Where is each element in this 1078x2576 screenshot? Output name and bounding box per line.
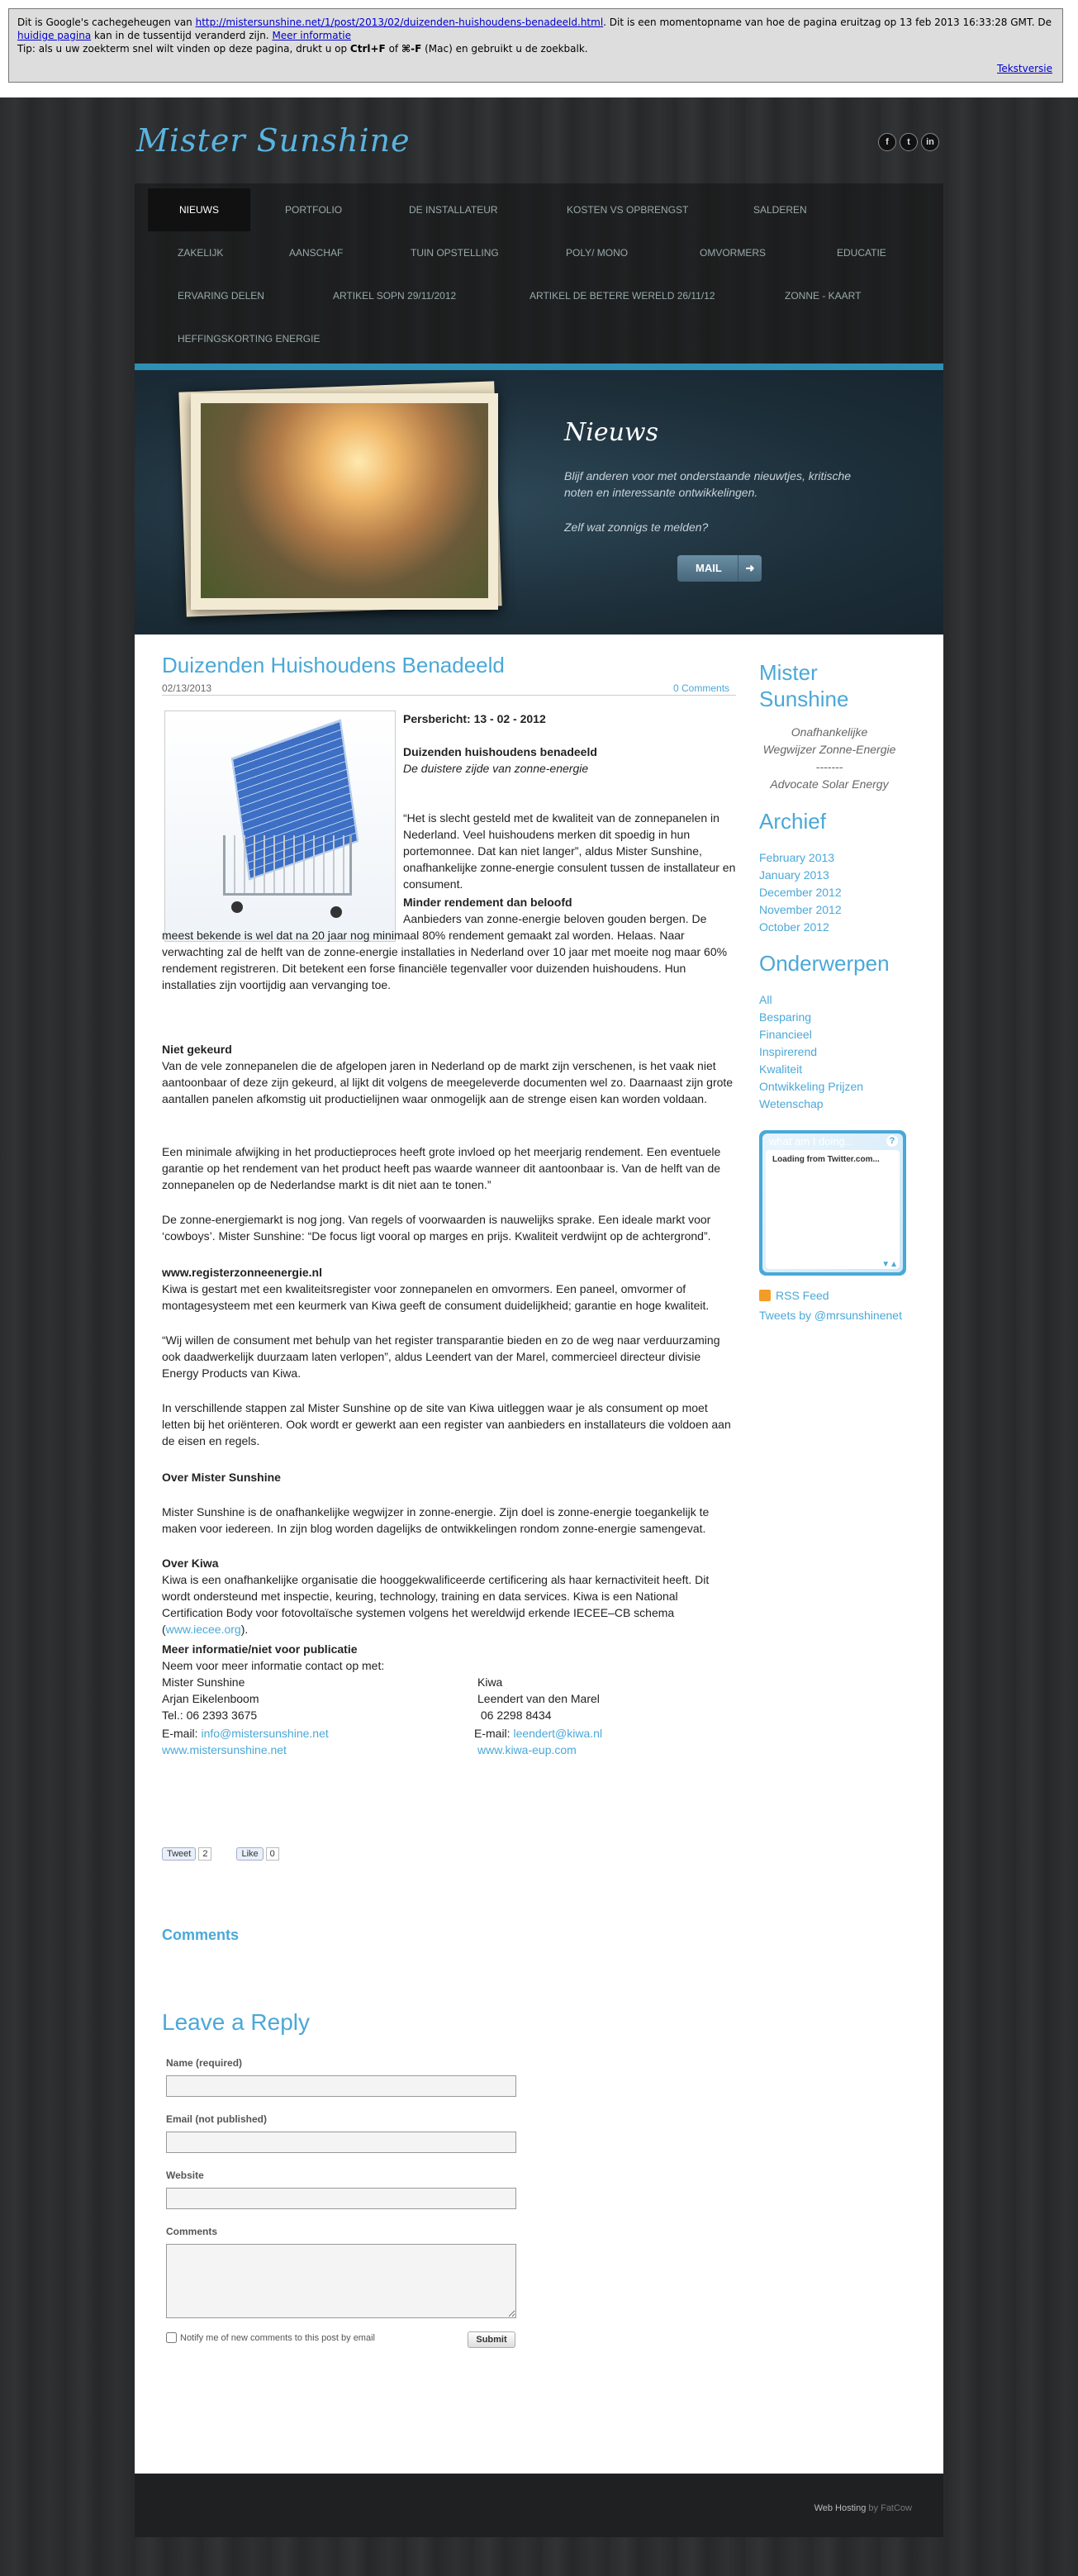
hero-photo [201, 403, 488, 598]
contact-name: Arjan Eikelenboom [162, 1692, 259, 1705]
tweet-button[interactable]: Tweet [162, 1847, 196, 1861]
hero-photo-frame [191, 393, 498, 610]
post-date: 02/13/2013 [162, 682, 212, 694]
divider [162, 695, 736, 696]
email-link[interactable]: leendert@kiwa.nl [513, 1727, 603, 1740]
article-subhead: De duistere zijde van zonne-energie [403, 762, 589, 775]
post-title[interactable]: Duizenden Huishoudens Benadeeld [162, 653, 505, 677]
twitter-loading-text: Loading from Twitter.com... [772, 1155, 880, 1164]
reply-heading: Leave a Reply [162, 2009, 311, 2035]
main-content [135, 634, 943, 2474]
contact-left-links [162, 1725, 329, 1758]
paragraph: De zonne-energiemarkt is nog jong. Van regels of voorwaarden is nauwelijks sprake. Een ideale markt voor ‘cowboys’. Mister Sunshine: “De focus ligt vooral op marges en prijs. Kwaliteit verdwijnt op de achtergrond”. [162, 1213, 711, 1243]
archive-link[interactable]: October 2012 [759, 920, 829, 934]
contact-phone: Tel.: 06 2393 3675 [162, 1709, 258, 1722]
iecee-link[interactable]: www.iecee.org [165, 1623, 241, 1636]
post-comments-link[interactable]: 0 Comments [673, 682, 730, 694]
twitter-widget [759, 1130, 906, 1276]
paragraph: “Het is slecht gesteld met de kwaliteit van de zonnepanelen in Nederland. Veel huishoudens merken dit spoedig in hun portemonnee. Dat kan niet langer”, aldus Mister Sunshine, onafhankelijke zonne-energie consulent tussen de installateur en consument. [403, 811, 736, 891]
linkedin-icon[interactable]: in [921, 133, 939, 151]
tagline-line: Wegwijzer Zonne-Energie [762, 743, 896, 756]
kiwa-text-end: ). [240, 1623, 249, 1636]
paragraph: Van de vele zonnepanelen die de afgelopen jaren in Nederland op de markt zijn verschenen, is het vaak niet aantoonbaar of deze zijn gekeurd, al lijkt dit volgens de meegeleverde documenten wel zo. Daarnaast zijn grote aantallen panelen afkomstig uit productielijnen waar onmogelijk aan de strenge eisen kan worden voldaan. [162, 1059, 734, 1105]
facebook-icon[interactable]: f [878, 133, 896, 151]
category-link[interactable]: Inspirerend [759, 1045, 818, 1058]
tagline-line: ------- [815, 760, 843, 773]
social-icons [878, 133, 939, 151]
comments-field[interactable] [166, 2244, 516, 2318]
nav-item-educatie[interactable]: EDUCATIE [837, 247, 886, 259]
nav-row-1 [135, 188, 943, 231]
twitter-feed [766, 1150, 900, 1269]
archive-link[interactable]: February 2013 [759, 851, 835, 864]
scroll-arrows-icon[interactable]: ▼▲ [881, 1260, 898, 1269]
main-nav [135, 183, 943, 365]
rss-feed-label[interactable]: RSS Feed [776, 1289, 829, 1302]
contact-org: Mister Sunshine [162, 1675, 245, 1689]
solar-cart-image [164, 711, 396, 942]
nav-item-zonne-kaart[interactable]: ZONNE - KAART [785, 290, 862, 302]
mail-button[interactable] [677, 555, 762, 582]
notify-label: Notify me of new comments to this post by email [180, 2332, 375, 2343]
paragraph: Mister Sunshine is de onafhankelijke wegwijzer in zonne-energie. Zijn doel is zonne-energie toegankelijk te maken voor iedereen. In zijn blog worden dagelijks de ontwikkelingen rondom zonne-energie samengevat. [162, 1505, 710, 1535]
like-button[interactable]: Like [236, 1847, 263, 1861]
footer-hosting [814, 2503, 912, 2513]
contact-right [477, 1674, 600, 1723]
archive-link[interactable]: January 2013 [759, 868, 829, 882]
nav-item-portfolio[interactable]: PORTFOLIO [285, 204, 343, 216]
archive-link[interactable]: December 2012 [759, 886, 842, 899]
twitter-icon[interactable]: t [900, 133, 918, 151]
nav-item-artikel-betere-wereld[interactable]: ARTIKEL DE BETERE WERELD 26/11/12 [530, 290, 715, 302]
cache-intro: Dit is Google's cachegeheugen van [17, 17, 196, 28]
nav-item-poly-mono[interactable]: POLY/ MONO [566, 247, 629, 259]
section-heading: Meer informatie/niet voor publicatie [162, 1642, 358, 1656]
email-field[interactable] [166, 2132, 516, 2153]
twitter-widget-title: what am I doing... [769, 1135, 854, 1148]
current-page-link[interactable]: huidige pagina [17, 30, 92, 41]
submit-button[interactable]: Submit [468, 2331, 515, 2348]
nav-row-2 [135, 231, 943, 274]
paragraph: In verschillende stappen zal Mister Sunshine op de site van Kiwa uitleggen waar je als consument op moet letten bij het oriënteren. Ook wordt er gewerkt aan een register van aanbieders en installateurs die voldoen aan de eisen en regels. [162, 1401, 731, 1447]
website-link[interactable]: www.mistersunshine.net [162, 1743, 287, 1756]
category-link[interactable]: Wetenschap [759, 1097, 824, 1110]
website-field[interactable] [166, 2188, 516, 2209]
web-hosting-link[interactable]: Web Hosting [814, 2503, 867, 2513]
comments-heading: Comments [162, 1927, 240, 1943]
like-widget [236, 1846, 278, 1859]
kiwa-text: Kiwa is een onafhankelijke organisatie die hooggekwalificeerde certificering als haar kernactiviteit heeft. Dit wordt ondersteund met inspectie, keuring, technology, training en data services. Kiwa is een National Certification Body voor fotovoltaïsche systemen volgens het wereldwijd erkende IECEE–CB schema ( [162, 1573, 710, 1636]
cache-banner [0, 0, 1078, 97]
contact-name: Leendert van den Marel [477, 1692, 600, 1705]
nav-item-tuin[interactable]: TUIN OPSTELLING [411, 247, 499, 259]
tagline-line: Onafhankelijke [791, 725, 868, 739]
notify-checkbox[interactable] [166, 2332, 177, 2343]
comments-label: Comments [166, 2226, 218, 2237]
cache-after-text: kan in de tussentijd veranderd zijn. [91, 30, 273, 41]
contact-phone: 06 2298 8434 [477, 1709, 552, 1722]
accent-bar [135, 364, 943, 370]
nav-row-4 [135, 317, 943, 360]
website-label: Website [166, 2170, 204, 2181]
email-label: E-mail: [474, 1727, 514, 1740]
section-heading: Minder rendement dan beloofd [403, 896, 572, 909]
nav-item-heffingskorting[interactable]: HEFFINGSKORTING ENERGIE [178, 333, 321, 345]
tip-text: Tip: als u uw zoekterm snel wilt vinden op deze pagina, drukt u op [17, 43, 350, 55]
onderwerpen-list [759, 991, 863, 1113]
onderwerpen-title: Onderwerpen [759, 951, 890, 976]
hero-subtext: Zelf wat zonnigs te melden? [564, 520, 709, 534]
paragraph: “Wij willen de consument met behulp van het register transparantie bieden en zo de weg naar verduurzaming ook daadwerkelijk duurzaam laten verlopen”, aldus Leendert van der Marel, commercieel directeur divisie Energy Products van Kiwa. [162, 1333, 720, 1380]
tweet-count: 2 [198, 1847, 211, 1861]
section-heading: Niet gekeurd [162, 1043, 232, 1056]
nav-item-zakelijk[interactable]: ZAKELIJK [178, 247, 224, 259]
mail-button-label: MAIL [696, 562, 722, 574]
name-label: Name (required) [166, 2057, 243, 2069]
email-label: E-mail: [162, 1727, 202, 1740]
nav-item-kosten[interactable]: KOSTEN VS OPBRENGST [567, 204, 689, 216]
paragraph: Een minimale afwijking in het productieproces heeft grote invloed op het meerjarig rendement. Een eventuele garantie op het rendement van het product heeft pas waarde wanneer dit aantoonbaar is. Van de helft van de zonnepanelen op de Nederlandse markt is dit niet aan te tonen.” [162, 1145, 721, 1191]
tip-key-ctrl: Ctrl+F [349, 43, 386, 55]
tip-of: of [385, 43, 401, 55]
article-headline: Duizenden huishoudens benadeeld [403, 745, 597, 758]
tweet-widget [162, 1846, 211, 1859]
email-label: Email (not published) [166, 2113, 267, 2125]
paragraph: Aanbieders van zonne-energie beloven gouden bergen. De meest bekende is wel dat na 20 jaar nog minimaal 80% rendement gemaakt zal worden. Helaas. Naar verwachting zal de helft van de zonne-energie installaties in Nederland over 10 jaar met moeite nog maar 60% rendement registreren. Dit betekent een forse financiële tegenvaller voor duizenden huishoudens. Hun installaties zijn voortijdig aan vervanging toe. [162, 912, 728, 991]
footer [135, 2474, 943, 2537]
paragraph: Kiwa is gestart met een kwaliteitsregister voor zonnepanelen en omvormers. Een paneel, omvormer of montagesysteem met een keurmerk van Kiwa geeft de consument duidelijkheid; garantie en hoge kwaliteit. [162, 1282, 710, 1312]
contact-org: Kiwa [477, 1675, 503, 1689]
hero-banner [135, 370, 943, 634]
section-heading: Over Mister Sunshine [162, 1471, 281, 1484]
rss-feed-link[interactable] [759, 1289, 829, 1302]
tweets-by-link[interactable]: Tweets by @mrsunshinenet [759, 1309, 902, 1322]
website-link[interactable]: www.kiwa-eup.com [477, 1743, 577, 1756]
sidebar-title: Mister Sunshine [759, 660, 849, 711]
category-link[interactable]: All [759, 993, 772, 1006]
paragraph [162, 1571, 736, 1637]
name-field[interactable] [166, 2075, 516, 2097]
category-link[interactable]: Financieel [759, 1028, 812, 1041]
rss-icon [759, 1290, 771, 1301]
archief-list [759, 849, 842, 936]
archief-title: Archief [759, 809, 826, 834]
press-date: Persbericht: 13 - 02 - 2012 [403, 712, 546, 725]
text-version-link[interactable]: Tekstversie [997, 63, 1052, 74]
category-link[interactable]: Kwaliteit [759, 1062, 803, 1076]
archive-link[interactable]: November 2012 [759, 903, 842, 916]
footer-by: by [866, 2503, 881, 2513]
arrow-right-icon: ➜ [738, 555, 762, 582]
like-count: 0 [266, 1847, 279, 1861]
cache-notice [8, 8, 1063, 83]
notify-option [166, 2332, 375, 2343]
fatcow-link[interactable]: FatCow [881, 2503, 912, 2513]
nav-item-salderen[interactable]: SALDEREN [753, 204, 807, 216]
nav-item-omvormers[interactable]: OMVORMERS [700, 247, 767, 259]
nav-item-ervaring[interactable]: ERVARING DELEN [178, 290, 264, 302]
tagline-line: Advocate Solar Energy [770, 777, 889, 791]
section-heading: Over Kiwa [162, 1557, 219, 1570]
site-logo-title[interactable]: Mister Sunshine [136, 122, 411, 159]
share-buttons [162, 1846, 279, 1859]
cache-mid-text: . Dit is een momentopname van hoe de pagina eruitzag op 13 feb 2013 16:33:28 GMT. De [603, 17, 1052, 28]
nav-item-nieuws[interactable]: NIEUWS [148, 188, 250, 231]
section-heading: www.registerzonneenergie.nl [162, 1266, 322, 1279]
nav-item-aanschaf[interactable]: AANSCHAF [289, 247, 344, 259]
cart-basket-graphic [223, 835, 352, 896]
contact-right-links [474, 1725, 602, 1758]
category-link[interactable]: Besparing [759, 1010, 812, 1024]
nav-row-3 [135, 274, 943, 317]
help-icon[interactable]: ? [886, 1135, 898, 1147]
sidebar-tagline [759, 724, 900, 793]
twitter-widget-inner [762, 1134, 903, 1272]
cache-url-link[interactable]: http://mistersunshine.net/1/post/2013/02/duizenden-huishoudens-benadeeld.html [195, 17, 604, 28]
tip-key-cmd: ⌘-F [401, 43, 422, 55]
contact-left [162, 1674, 259, 1723]
paragraph: Neem voor meer informatie contact op met: [162, 1659, 385, 1672]
category-link[interactable]: Ontwikkeling Prijzen [759, 1080, 864, 1093]
nav-item-installateur[interactable]: DE INSTALLATEUR [409, 204, 498, 216]
email-link[interactable]: info@mistersunshine.net [201, 1727, 329, 1740]
hero-text: Blijf anderen voor met onderstaande nieuwtjes, kritische noten en interessante ontwikkelingen. [564, 469, 852, 499]
tip-post: (Mac) en gebruikt u de zoekbalk. [421, 43, 588, 55]
nav-item-artikel-sopn[interactable]: ARTIKEL SOPN 29/11/2012 [333, 290, 457, 302]
hero-title: Nieuws [564, 418, 658, 447]
more-info-link[interactable]: Meer informatie [272, 30, 351, 41]
